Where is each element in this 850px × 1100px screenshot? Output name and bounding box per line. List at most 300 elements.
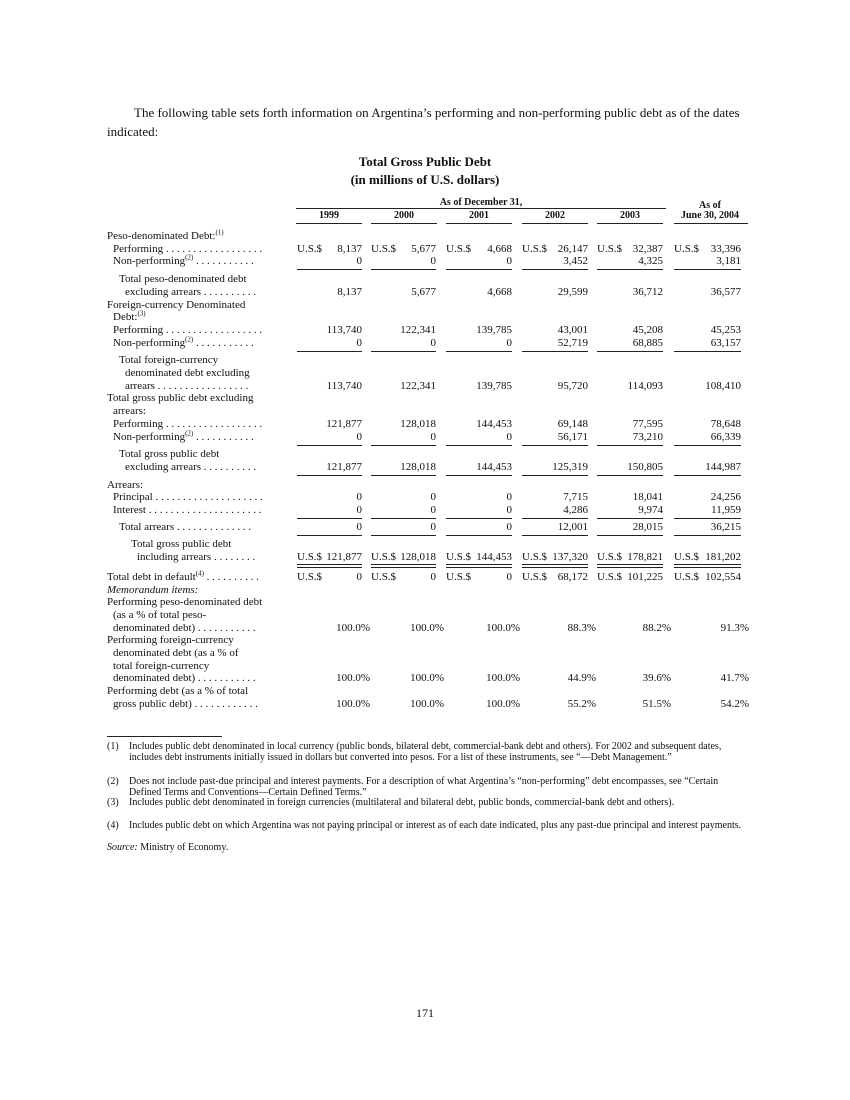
table-cell bbox=[379, 698, 444, 711]
page-number: 171 bbox=[416, 1006, 434, 1020]
row-label: Performing . . . . . . . . . . . . . . . . . . bbox=[113, 417, 263, 430]
source-label: Source: bbox=[107, 842, 138, 853]
table-row bbox=[107, 584, 750, 597]
header-rule bbox=[522, 223, 588, 224]
table-cell bbox=[530, 622, 596, 635]
footnote-ref: (2) bbox=[185, 428, 194, 437]
table-cell bbox=[371, 551, 436, 564]
table-cell bbox=[522, 504, 588, 517]
footnote-text: Includes public debt denominated in foreign currencies (multilateral and bilateral debt, public bonds, commercial-bank debt and others). bbox=[129, 797, 675, 808]
row-label: Total arrears . . . . . . . . . . . . . . bbox=[119, 520, 252, 533]
cell-value: 88.3% bbox=[567, 621, 596, 634]
table-cell bbox=[597, 504, 663, 517]
table-row bbox=[107, 405, 750, 418]
table-cell bbox=[371, 431, 436, 444]
table-cell bbox=[597, 521, 663, 534]
cell-value: 0 bbox=[356, 504, 362, 516]
table-cell bbox=[597, 551, 663, 564]
table-cell bbox=[446, 243, 512, 256]
row-label: Performing foreign-currency bbox=[107, 634, 234, 647]
table-cell bbox=[297, 418, 362, 431]
cell-value: 100.0% bbox=[410, 697, 444, 710]
cell-value: 26,147 bbox=[557, 242, 588, 255]
table-cell bbox=[454, 698, 520, 711]
cell-value: 3,181 bbox=[716, 255, 741, 268]
cell-value: 0 bbox=[430, 255, 436, 268]
cell-value: 39.6% bbox=[642, 672, 671, 685]
table-cell bbox=[522, 491, 588, 504]
cell-value: 0 bbox=[430, 570, 436, 583]
table-row bbox=[107, 255, 750, 268]
table-row bbox=[107, 311, 750, 324]
table-cell bbox=[297, 324, 362, 337]
table-cell bbox=[371, 491, 436, 504]
table-cell bbox=[454, 672, 520, 685]
cell-value: 54.2% bbox=[720, 697, 749, 710]
row-label: Interest . . . . . . . . . . . . . . . . . . . . . bbox=[113, 504, 262, 516]
row-label: Foreign-currency Denominated bbox=[107, 298, 246, 311]
table-cell bbox=[674, 243, 741, 256]
table-cell bbox=[446, 431, 512, 444]
table-cell bbox=[371, 286, 436, 299]
cell-value: 108,410 bbox=[705, 379, 741, 392]
table-cell bbox=[446, 521, 512, 534]
currency-prefix: U.S.$ bbox=[446, 551, 472, 564]
table-row bbox=[107, 243, 750, 256]
cell-value: 144,453 bbox=[476, 417, 512, 430]
cell-value: 0 bbox=[506, 570, 512, 583]
table-cell bbox=[597, 461, 663, 474]
table-cell bbox=[597, 255, 663, 268]
row-label: Non-performing$^{(2)}$ . . . . . . . . . . . bbox=[113, 253, 254, 268]
table-cell bbox=[597, 337, 663, 350]
header-rule bbox=[674, 223, 748, 224]
table-cell bbox=[446, 571, 512, 584]
table-cell bbox=[597, 380, 663, 393]
cell-value: 41.7% bbox=[720, 672, 749, 685]
row-label: Performing peso-denominated debt bbox=[107, 596, 263, 609]
table-row bbox=[107, 230, 750, 243]
table-row bbox=[107, 698, 750, 711]
table-cell bbox=[446, 380, 512, 393]
row-label: Non-performing$^{(2)}$ . . . . . . . . . . . bbox=[113, 334, 254, 349]
header-year: 2001 bbox=[469, 210, 489, 221]
cell-value: 139,785 bbox=[476, 323, 512, 336]
table-cell bbox=[297, 380, 362, 393]
currency-prefix: U.S.$ bbox=[446, 242, 472, 255]
table-cell bbox=[674, 324, 741, 337]
table-cell bbox=[674, 286, 741, 299]
table-cell bbox=[446, 324, 512, 337]
footnote-ref: (2) bbox=[185, 334, 194, 343]
row-label: Total debt in default$^{(4)}$ . . . . . . . . . . bbox=[107, 569, 259, 583]
cell-value: 0 bbox=[506, 491, 512, 504]
cell-value: 181,202 bbox=[705, 551, 741, 564]
table-cell bbox=[305, 698, 370, 711]
table-row bbox=[107, 672, 750, 685]
table-cell bbox=[305, 672, 370, 685]
table-cell bbox=[597, 418, 663, 431]
currency-prefix: U.S.$ bbox=[597, 551, 623, 564]
cell-value: 121,877 bbox=[326, 460, 362, 473]
table-row bbox=[107, 551, 750, 564]
cell-value: 56,171 bbox=[557, 430, 588, 443]
table-cell bbox=[446, 286, 512, 299]
table-cell bbox=[522, 380, 588, 393]
table-row bbox=[107, 392, 750, 405]
table-cell bbox=[305, 622, 370, 635]
table-row bbox=[107, 273, 750, 286]
table-cell bbox=[297, 521, 362, 534]
cell-value: 55.2% bbox=[567, 697, 596, 710]
currency-prefix: U.S.$ bbox=[297, 242, 323, 255]
table-row bbox=[107, 324, 750, 337]
source-line bbox=[107, 842, 228, 853]
footnote-number: (4) bbox=[107, 820, 119, 831]
table-row bbox=[107, 596, 750, 609]
cell-value: 69,148 bbox=[557, 417, 588, 430]
cell-value: 5,677 bbox=[411, 285, 436, 298]
table-row bbox=[107, 571, 750, 584]
currency-prefix: U.S.$ bbox=[371, 551, 397, 564]
row-label: gross public debt) . . . . . . . . . . . . bbox=[113, 697, 258, 710]
row-label: arrears: bbox=[113, 405, 146, 418]
footnote-text: Does not include past-due principal and interest payments. For a description of what Argentina’s “non-performing” debt encompasses, see “Certain Defined Terms and Conventions—Certain Defined Terms.” bbox=[129, 776, 719, 798]
table-cell bbox=[674, 571, 741, 584]
table-cell bbox=[522, 571, 588, 584]
cell-value: 95,720 bbox=[557, 379, 588, 392]
cell-value: 0 bbox=[430, 430, 436, 443]
cell-value: 32,387 bbox=[632, 242, 663, 255]
table-cell bbox=[446, 551, 512, 564]
cell-value: 100.0% bbox=[410, 672, 444, 685]
table-cell bbox=[454, 622, 520, 635]
currency-prefix: U.S.$ bbox=[371, 570, 397, 583]
table-cell bbox=[674, 521, 741, 534]
cell-value: 68,885 bbox=[632, 336, 663, 349]
header-rule bbox=[597, 223, 663, 224]
currency-prefix: U.S.$ bbox=[674, 570, 700, 583]
intro-paragraph: The following table sets forth information on Argentina’s performing and non-performing public debt as of the dates indicated: bbox=[107, 105, 740, 139]
row-label: excluding arrears . . . . . . . . . . bbox=[125, 460, 257, 473]
cell-value: 63,157 bbox=[710, 336, 741, 349]
cell-value: 100.0% bbox=[336, 672, 370, 685]
cell-value: 137,320 bbox=[552, 551, 588, 564]
table-cell bbox=[597, 431, 663, 444]
table-row bbox=[107, 286, 750, 299]
row-label: excluding arrears . . . . . . . . . . bbox=[125, 285, 257, 298]
header-last-bottom: June 30, 2004 bbox=[680, 210, 740, 221]
table-row bbox=[107, 334, 750, 350]
table-cell bbox=[522, 551, 588, 564]
cell-value: 78,648 bbox=[710, 417, 741, 430]
table-cell bbox=[522, 255, 588, 268]
table-row bbox=[107, 647, 750, 660]
footnote-number: (3) bbox=[107, 797, 119, 808]
cell-value: 73,210 bbox=[632, 430, 663, 443]
cell-value: 0 bbox=[430, 491, 436, 504]
cell-value: 44.9% bbox=[567, 672, 596, 685]
table-cell bbox=[522, 324, 588, 337]
cell-value: 77,595 bbox=[632, 417, 663, 430]
table-cell bbox=[597, 491, 663, 504]
table-cell bbox=[597, 324, 663, 337]
table-cell bbox=[297, 337, 362, 350]
cell-value: 91.3% bbox=[720, 621, 749, 634]
table-cell bbox=[605, 622, 671, 635]
cell-value: 0 bbox=[430, 336, 436, 349]
table-cell bbox=[379, 672, 444, 685]
table-cell bbox=[674, 461, 741, 474]
currency-prefix: U.S.$ bbox=[522, 551, 548, 564]
table-row bbox=[107, 461, 750, 474]
table-row bbox=[107, 354, 750, 367]
cell-value: 113,740 bbox=[326, 379, 362, 392]
row-label: Performing . . . . . . . . . . . . . . . . . . bbox=[113, 242, 263, 255]
header-year: 2002 bbox=[545, 210, 565, 221]
row-label: (as a % of total peso- bbox=[113, 608, 207, 621]
cell-value: 4,668 bbox=[487, 285, 512, 298]
table-cell bbox=[446, 461, 512, 474]
cell-value: 144,453 bbox=[476, 460, 512, 473]
row-label: denominated debt) . . . . . . . . . . . bbox=[113, 621, 256, 634]
cell-value: 36,215 bbox=[710, 520, 741, 533]
table-cell bbox=[682, 672, 749, 685]
currency-prefix: U.S.$ bbox=[297, 570, 323, 583]
cell-value: 100.0% bbox=[486, 697, 520, 710]
row-label: total foreign-currency bbox=[113, 659, 210, 672]
table-cell bbox=[522, 286, 588, 299]
cell-value: 128,018 bbox=[400, 417, 436, 430]
cell-value: 114,093 bbox=[627, 379, 663, 392]
header-rule bbox=[371, 223, 437, 224]
cell-value: 52,719 bbox=[557, 336, 588, 349]
cell-value: 0 bbox=[356, 336, 362, 349]
cell-value: 0 bbox=[506, 504, 512, 516]
table-cell bbox=[522, 337, 588, 350]
header-year: 1999 bbox=[319, 210, 339, 221]
footnote bbox=[107, 820, 747, 831]
table-cell bbox=[446, 504, 512, 517]
cell-value: 125,319 bbox=[552, 460, 588, 473]
table-row bbox=[107, 418, 750, 431]
table-cell bbox=[371, 380, 436, 393]
currency-prefix: U.S.$ bbox=[674, 242, 700, 255]
currency-prefix: U.S.$ bbox=[371, 242, 397, 255]
cell-value: 12,001 bbox=[557, 520, 588, 533]
row-label: Debt:$^{(3)}$ bbox=[113, 309, 146, 324]
cell-value: 68,172 bbox=[557, 570, 588, 583]
table-cell bbox=[674, 431, 741, 444]
footnote-text: Includes public debt on which Argentina was not paying principal or interest as of each date indicated, plus any past-due principal and interest payments. bbox=[129, 820, 742, 831]
cell-value: 9,974 bbox=[638, 504, 663, 516]
cell-value: 122,341 bbox=[400, 379, 436, 392]
row-label: Total foreign-currency bbox=[119, 354, 219, 367]
table-cell bbox=[297, 551, 362, 564]
cell-value: 100.0% bbox=[410, 621, 444, 634]
row-label: Performing . . . . . . . . . . . . . . . . . . bbox=[113, 323, 263, 336]
table-cell bbox=[371, 337, 436, 350]
table-cell bbox=[297, 461, 362, 474]
table-cell bbox=[605, 672, 671, 685]
cell-value: 88.2% bbox=[642, 621, 671, 634]
cell-value: 4,325 bbox=[638, 255, 663, 268]
row-label: Performing debt (as a % of total bbox=[107, 685, 249, 698]
row-label: arrears . . . . . . . . . . . . . . . . . bbox=[125, 379, 249, 392]
cell-value: 11,959 bbox=[711, 504, 741, 516]
source-text: Ministry of Economy. bbox=[140, 842, 229, 853]
table-cell bbox=[371, 255, 436, 268]
table-row bbox=[107, 521, 750, 534]
currency-prefix: U.S.$ bbox=[446, 570, 472, 583]
table-row bbox=[107, 634, 750, 647]
header-year: 2003 bbox=[620, 210, 640, 221]
table-cell bbox=[530, 698, 596, 711]
cell-value: 121,877 bbox=[326, 417, 362, 430]
table-row bbox=[107, 299, 750, 312]
cell-value: 128,018 bbox=[400, 460, 436, 473]
cell-value: 29,599 bbox=[557, 285, 588, 298]
table-cell bbox=[597, 243, 663, 256]
cell-value: 36,577 bbox=[710, 285, 741, 298]
header-group: As of December 31, bbox=[439, 197, 523, 208]
cell-value: 36,712 bbox=[632, 285, 663, 298]
cell-value: 24,256 bbox=[710, 491, 741, 504]
cell-value: 121,877 bbox=[326, 551, 362, 564]
row-label: Non-performing$^{(2)}$ . . . . . . . . . . . bbox=[113, 428, 254, 443]
row-label: Total gross public debt bbox=[119, 448, 220, 461]
table-cell bbox=[522, 431, 588, 444]
table-cell bbox=[682, 698, 749, 711]
table-cell bbox=[522, 521, 588, 534]
cell-value: 8,137 bbox=[337, 242, 362, 255]
cell-value: 100.0% bbox=[486, 621, 520, 634]
table-row bbox=[107, 380, 750, 393]
cell-value: 144,453 bbox=[476, 551, 512, 564]
cell-value: 8,137 bbox=[337, 285, 362, 298]
table-title: Total Gross Public Debt bbox=[358, 154, 492, 169]
table-cell bbox=[371, 521, 436, 534]
table-cell bbox=[371, 418, 436, 431]
cell-value: 66,339 bbox=[710, 430, 741, 443]
header-rule bbox=[296, 223, 362, 224]
currency-prefix: U.S.$ bbox=[674, 551, 700, 564]
table-subtitle: (in millions of U.S. dollars) bbox=[350, 172, 500, 187]
header-last-top: As of bbox=[699, 200, 721, 211]
cell-value: 122,341 bbox=[400, 323, 436, 336]
table-cell bbox=[674, 337, 741, 350]
currency-prefix: U.S.$ bbox=[597, 570, 623, 583]
table-cell bbox=[682, 622, 749, 635]
cell-value: 33,396 bbox=[710, 242, 741, 255]
table-cell bbox=[297, 504, 362, 517]
table-row bbox=[107, 538, 750, 551]
cell-value: 102,554 bbox=[705, 570, 741, 583]
cell-value: 128,018 bbox=[400, 551, 436, 564]
table-cell bbox=[446, 255, 512, 268]
row-label: Total gross public debt bbox=[131, 538, 232, 551]
currency-prefix: U.S.$ bbox=[297, 551, 323, 564]
currency-prefix: U.S.$ bbox=[522, 570, 548, 583]
cell-value: 51.5% bbox=[642, 697, 671, 710]
cell-value: 0 bbox=[356, 570, 362, 583]
table-row bbox=[107, 479, 750, 492]
table-cell bbox=[297, 286, 362, 299]
header-group-rule bbox=[296, 208, 666, 209]
row-label: Peso-denominated Debt:$^{(1)}$ bbox=[107, 228, 224, 242]
cell-value: 4,668 bbox=[487, 242, 512, 255]
header-year: 2000 bbox=[394, 210, 414, 221]
table-cell bbox=[674, 380, 741, 393]
row-label: Total peso-denominated debt bbox=[119, 273, 247, 286]
cell-value: 139,785 bbox=[476, 379, 512, 392]
cell-value: 0 bbox=[506, 430, 512, 443]
cell-value: 0 bbox=[356, 430, 362, 443]
row-label: denominated debt) . . . . . . . . . . . bbox=[113, 672, 256, 685]
table-row bbox=[107, 685, 750, 698]
table-cell bbox=[597, 571, 663, 584]
row-label: denominated debt (as a % of bbox=[113, 647, 239, 659]
cell-value: 0 bbox=[506, 336, 512, 349]
table-cell bbox=[446, 337, 512, 350]
footnote-ref: (2) bbox=[185, 253, 194, 262]
cell-value: 100.0% bbox=[336, 621, 370, 634]
table-cell bbox=[674, 551, 741, 564]
cell-value: 7,715 bbox=[563, 491, 588, 504]
row-label: Principal . . . . . . . . . . . . . . . . . . . . bbox=[113, 491, 263, 504]
cell-value: 0 bbox=[430, 520, 436, 533]
footnote-text: Includes public debt denominated in local currency (public bonds, bilateral debt, commercial-bank debt and others). For 2002 and subsequent dates, includes debt instruments initially issued in dollars but converted into pesos. For a list of these instruments, see “—Debt Management.” bbox=[129, 741, 722, 763]
table-row bbox=[107, 609, 750, 622]
cell-value: 45,208 bbox=[632, 323, 663, 336]
table-row bbox=[107, 491, 750, 504]
table-cell bbox=[522, 418, 588, 431]
cell-value: 45,253 bbox=[710, 323, 741, 336]
table-cell bbox=[674, 491, 741, 504]
cell-value: 0 bbox=[506, 255, 512, 268]
table-cell bbox=[605, 698, 671, 711]
table-cell bbox=[379, 622, 444, 635]
table-cell bbox=[522, 461, 588, 474]
table-cell bbox=[446, 418, 512, 431]
table-cell bbox=[371, 504, 436, 517]
table-cell bbox=[597, 286, 663, 299]
table-cell bbox=[297, 243, 362, 256]
cell-value: 0 bbox=[506, 520, 512, 533]
table-cell bbox=[446, 491, 512, 504]
cell-value: 0 bbox=[356, 491, 362, 504]
footnote-ref: (4) bbox=[195, 569, 204, 578]
cell-value: 0 bbox=[430, 504, 436, 516]
footnote bbox=[107, 797, 747, 808]
currency-prefix: U.S.$ bbox=[522, 242, 548, 255]
table-cell bbox=[371, 324, 436, 337]
footnote bbox=[107, 776, 747, 798]
table-cell bbox=[371, 461, 436, 474]
table-cell bbox=[297, 491, 362, 504]
cell-value: 0 bbox=[356, 255, 362, 268]
cell-value: 3,452 bbox=[563, 255, 588, 268]
footnote-number: (1) bbox=[107, 741, 119, 752]
table-row bbox=[107, 448, 750, 461]
table-row bbox=[107, 660, 750, 673]
row-label: including arrears . . . . . . . . bbox=[137, 551, 256, 564]
table-cell bbox=[297, 255, 362, 268]
table-cell bbox=[674, 418, 741, 431]
table-cell bbox=[297, 431, 362, 444]
table-cell bbox=[530, 672, 596, 685]
table-cell bbox=[522, 243, 588, 256]
